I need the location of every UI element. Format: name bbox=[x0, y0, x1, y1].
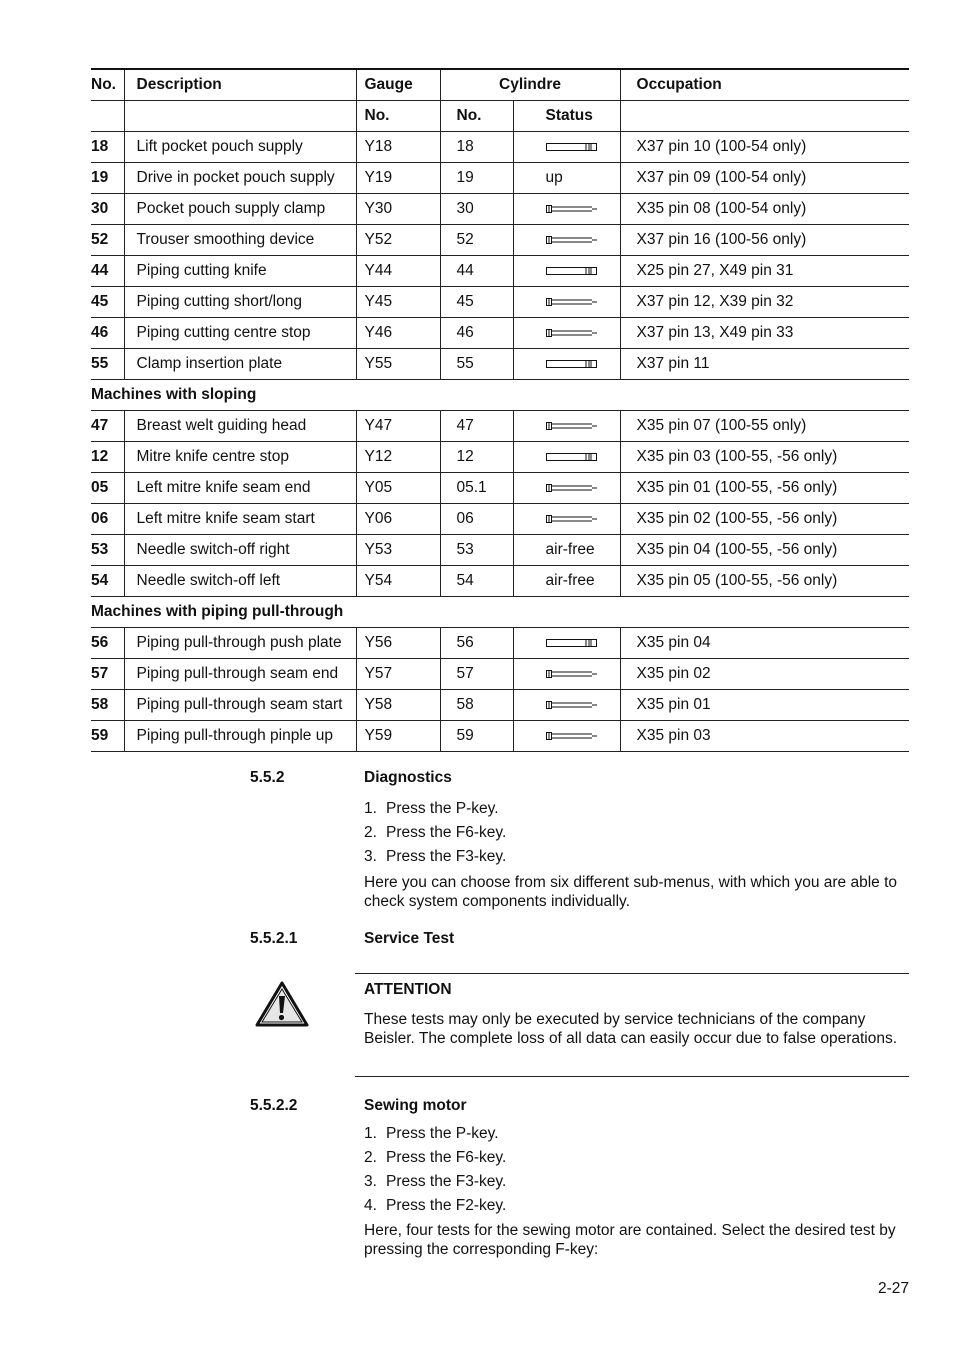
status-cell bbox=[513, 473, 620, 504]
status-cell bbox=[513, 411, 620, 442]
row-gauge: Y53 bbox=[356, 535, 440, 566]
warning-triangle-icon bbox=[255, 980, 309, 1033]
row-occupation: X37 pin 11 bbox=[620, 349, 909, 380]
status-cell bbox=[513, 690, 620, 721]
step-text: Press the F2-key. bbox=[386, 1197, 507, 1214]
status-cell bbox=[513, 225, 620, 256]
row-description: Piping cutting knife bbox=[124, 256, 356, 287]
status-cell bbox=[513, 132, 620, 163]
row-occupation: X35 pin 01 bbox=[620, 690, 909, 721]
step-number: 4. bbox=[364, 1197, 377, 1214]
row-occupation: X37 pin 16 (100-56 only) bbox=[620, 225, 909, 256]
cylinder-extended-icon bbox=[546, 203, 598, 215]
step-item bbox=[364, 1146, 506, 1170]
row-cylinder-no: 05.1 bbox=[440, 473, 513, 504]
cylinder-extended-icon bbox=[546, 234, 598, 246]
row-description: Left mitre knife seam start bbox=[124, 504, 356, 535]
table-row bbox=[91, 566, 909, 597]
row-description: Needle switch-off right bbox=[124, 535, 356, 566]
row-description: Pocket pouch supply clamp bbox=[124, 194, 356, 225]
cylinder-retracted-icon bbox=[546, 358, 598, 370]
subheader-status: Status bbox=[513, 101, 620, 132]
status-cell bbox=[513, 194, 620, 225]
row-number: 47 bbox=[91, 411, 124, 442]
cylinder-retracted-icon bbox=[546, 265, 598, 277]
row-occupation: X37 pin 12, X39 pin 32 bbox=[620, 287, 909, 318]
row-description: Mitre knife centre stop bbox=[124, 442, 356, 473]
row-description: Piping cutting centre stop bbox=[124, 318, 356, 349]
header-occupation: Occupation bbox=[620, 69, 909, 101]
row-number: 05 bbox=[91, 473, 124, 504]
section-title: Diagnostics bbox=[364, 769, 452, 786]
cylinder-extended-icon bbox=[546, 296, 598, 308]
row-cylinder-no: 30 bbox=[440, 194, 513, 225]
row-description: Piping pull-through seam end bbox=[124, 659, 356, 690]
row-gauge: Y46 bbox=[356, 318, 440, 349]
row-gauge: Y44 bbox=[356, 256, 440, 287]
table-row bbox=[91, 504, 909, 535]
step-text: Press the P-key. bbox=[386, 1125, 499, 1142]
cylinder-retracted-icon bbox=[546, 141, 598, 153]
step-text: Press the F6-key. bbox=[386, 824, 507, 841]
attention-text: These tests may only be executed by service technicians of the company Beisler. The complete loss of all data can easily occur due to false operations. bbox=[364, 1011, 898, 1047]
row-description: Lift pocket pouch supply bbox=[124, 132, 356, 163]
status-cell bbox=[513, 504, 620, 535]
row-gauge: Y58 bbox=[356, 690, 440, 721]
row-cylinder-no: 59 bbox=[440, 721, 513, 752]
row-description: Breast welt guiding head bbox=[124, 411, 356, 442]
row-number: 44 bbox=[91, 256, 124, 287]
section-row-piping-pull-through bbox=[91, 597, 909, 628]
table-row bbox=[91, 442, 909, 473]
status-cell bbox=[513, 318, 620, 349]
row-gauge: Y06 bbox=[356, 504, 440, 535]
status-cell bbox=[513, 628, 620, 659]
row-occupation: X35 pin 04 (100-55, -56 only) bbox=[620, 535, 909, 566]
table-row bbox=[91, 194, 909, 225]
row-occupation: X35 pin 07 (100-55 only) bbox=[620, 411, 909, 442]
row-cylinder-no: 44 bbox=[440, 256, 513, 287]
divider bbox=[355, 973, 909, 974]
row-description: Left mitre knife seam end bbox=[124, 473, 356, 504]
row-description: Drive in pocket pouch supply bbox=[124, 163, 356, 194]
section-title: Sewing motor bbox=[364, 1097, 467, 1114]
row-gauge: Y56 bbox=[356, 628, 440, 659]
row-occupation: X35 pin 08 (100-54 only) bbox=[620, 194, 909, 225]
status-cell bbox=[513, 287, 620, 318]
section-number: 5.5.2.2 bbox=[250, 1097, 298, 1114]
row-occupation: X37 pin 09 (100-54 only) bbox=[620, 163, 909, 194]
row-gauge: Y57 bbox=[356, 659, 440, 690]
row-number: 45 bbox=[91, 287, 124, 318]
step-text: Press the P-key. bbox=[386, 800, 499, 817]
row-number: 58 bbox=[91, 690, 124, 721]
step-item bbox=[364, 1194, 506, 1218]
row-occupation: X37 pin 13, X49 pin 33 bbox=[620, 318, 909, 349]
row-number: 19 bbox=[91, 163, 124, 194]
step-number: 3. bbox=[364, 848, 377, 865]
row-occupation: X25 pin 27, X49 pin 31 bbox=[620, 256, 909, 287]
row-occupation: X35 pin 03 (100-55, -56 only) bbox=[620, 442, 909, 473]
paragraph: Here, four tests for the sewing motor are contained. Select the desired test by pressing the corresponding F-key: bbox=[364, 1222, 896, 1258]
table-row bbox=[91, 721, 909, 752]
row-gauge: Y45 bbox=[356, 287, 440, 318]
table-row bbox=[91, 163, 909, 194]
table-row bbox=[91, 225, 909, 256]
step-number: 1. bbox=[364, 1125, 377, 1142]
row-cylinder-no: 47 bbox=[440, 411, 513, 442]
cylinder-extended-icon bbox=[546, 513, 598, 525]
table-row bbox=[91, 690, 909, 721]
row-cylinder-no: 45 bbox=[440, 287, 513, 318]
row-description: Piping cutting short/long bbox=[124, 287, 356, 318]
cylinder-retracted-icon bbox=[546, 451, 598, 463]
status-cell bbox=[513, 349, 620, 380]
step-item bbox=[364, 821, 506, 845]
row-number: 30 bbox=[91, 194, 124, 225]
step-text: Press the F3-key. bbox=[386, 848, 507, 865]
row-number: 54 bbox=[91, 566, 124, 597]
status-cell: air-free bbox=[513, 566, 620, 597]
section-row-sloping bbox=[91, 380, 909, 411]
row-cylinder-no: 12 bbox=[440, 442, 513, 473]
step-item bbox=[364, 1170, 506, 1194]
table-row bbox=[91, 256, 909, 287]
row-number: 52 bbox=[91, 225, 124, 256]
row-occupation: X35 pin 02 (100-55, -56 only) bbox=[620, 504, 909, 535]
table-row bbox=[91, 535, 909, 566]
subheader-cyl-no: No. bbox=[440, 101, 513, 132]
cylinder-extended-icon bbox=[546, 482, 598, 494]
row-cylinder-no: 06 bbox=[440, 504, 513, 535]
cylinder-table bbox=[91, 68, 909, 752]
cylinder-extended-icon bbox=[546, 730, 598, 742]
cylinder-extended-icon bbox=[546, 327, 598, 339]
row-cylinder-no: 54 bbox=[440, 566, 513, 597]
steps-list bbox=[364, 797, 506, 869]
status-cell bbox=[513, 659, 620, 690]
header-no: No. bbox=[91, 69, 124, 101]
step-text: Press the F6-key. bbox=[386, 1149, 507, 1166]
row-cylinder-no: 55 bbox=[440, 349, 513, 380]
row-cylinder-no: 52 bbox=[440, 225, 513, 256]
row-occupation: X35 pin 05 (100-55, -56 only) bbox=[620, 566, 909, 597]
row-gauge: Y19 bbox=[356, 163, 440, 194]
status-cell: up bbox=[513, 163, 620, 194]
row-cylinder-no: 56 bbox=[440, 628, 513, 659]
table-row bbox=[91, 411, 909, 442]
header-cylindre: Cylindre bbox=[440, 69, 620, 101]
status-cell bbox=[513, 442, 620, 473]
status-cell bbox=[513, 721, 620, 752]
header-description: Description bbox=[124, 69, 356, 101]
row-cylinder-no: 58 bbox=[440, 690, 513, 721]
row-cylinder-no: 53 bbox=[440, 535, 513, 566]
row-gauge: Y30 bbox=[356, 194, 440, 225]
row-gauge: Y54 bbox=[356, 566, 440, 597]
row-cylinder-no: 46 bbox=[440, 318, 513, 349]
row-description: Piping pull-through push plate bbox=[124, 628, 356, 659]
status-cell bbox=[513, 256, 620, 287]
table-row bbox=[91, 318, 909, 349]
cylinder-retracted-icon bbox=[546, 637, 598, 649]
step-number: 3. bbox=[364, 1173, 377, 1190]
row-cylinder-no: 18 bbox=[440, 132, 513, 163]
row-gauge: Y18 bbox=[356, 132, 440, 163]
section-title: Service Test bbox=[364, 930, 455, 947]
table-header-row bbox=[91, 69, 909, 101]
row-description: Piping pull-through seam start bbox=[124, 690, 356, 721]
table-subheader-row bbox=[91, 101, 909, 132]
row-cylinder-no: 57 bbox=[440, 659, 513, 690]
section-number: 5.5.2 bbox=[250, 769, 285, 786]
table-row bbox=[91, 349, 909, 380]
section-title: Machines with sloping bbox=[91, 380, 909, 411]
steps-list bbox=[364, 1122, 506, 1218]
row-occupation: X35 pin 02 bbox=[620, 659, 909, 690]
subheader-gauge-no: No. bbox=[356, 101, 440, 132]
attention-title: ATTENTION bbox=[364, 981, 452, 998]
row-number: 06 bbox=[91, 504, 124, 535]
row-number: 12 bbox=[91, 442, 124, 473]
row-occupation: X37 pin 10 (100-54 only) bbox=[620, 132, 909, 163]
section-title: Machines with piping pull-through bbox=[91, 597, 909, 628]
header-gauge: Gauge bbox=[356, 69, 440, 101]
row-number: 57 bbox=[91, 659, 124, 690]
row-description: Needle switch-off left bbox=[124, 566, 356, 597]
row-occupation: X35 pin 04 bbox=[620, 628, 909, 659]
step-text: Press the F3-key. bbox=[386, 1173, 507, 1190]
row-occupation: X35 pin 03 bbox=[620, 721, 909, 752]
table-row bbox=[91, 628, 909, 659]
row-gauge: Y12 bbox=[356, 442, 440, 473]
paragraph: Here you can choose from six different sub-menus, with which you are able to check system components individually. bbox=[364, 874, 898, 910]
row-number: 56 bbox=[91, 628, 124, 659]
step-number: 2. bbox=[364, 1149, 377, 1166]
row-cylinder-no: 19 bbox=[440, 163, 513, 194]
row-number: 59 bbox=[91, 721, 124, 752]
table-row bbox=[91, 132, 909, 163]
row-gauge: Y55 bbox=[356, 349, 440, 380]
row-gauge: Y59 bbox=[356, 721, 440, 752]
row-gauge: Y52 bbox=[356, 225, 440, 256]
page-number: 2-27 bbox=[877, 1280, 909, 1297]
row-number: 18 bbox=[91, 132, 124, 163]
section-number: 5.5.2.1 bbox=[250, 930, 298, 947]
row-gauge: Y05 bbox=[356, 473, 440, 504]
cylinder-extended-icon bbox=[546, 420, 598, 432]
status-cell: air-free bbox=[513, 535, 620, 566]
row-number: 53 bbox=[91, 535, 124, 566]
row-occupation: X35 pin 01 (100-55, -56 only) bbox=[620, 473, 909, 504]
step-item bbox=[364, 845, 506, 869]
row-description: Clamp insertion plate bbox=[124, 349, 356, 380]
row-gauge: Y47 bbox=[356, 411, 440, 442]
row-description: Trouser smoothing device bbox=[124, 225, 356, 256]
row-description: Piping pull-through pinple up bbox=[124, 721, 356, 752]
cylinder-extended-icon bbox=[546, 668, 598, 680]
divider bbox=[355, 1076, 909, 1077]
step-number: 1. bbox=[364, 800, 377, 817]
step-number: 2. bbox=[364, 824, 377, 841]
step-item bbox=[364, 1122, 506, 1146]
step-item bbox=[364, 797, 506, 821]
row-number: 55 bbox=[91, 349, 124, 380]
table-row bbox=[91, 473, 909, 504]
cylinder-extended-icon bbox=[546, 699, 598, 711]
row-number: 46 bbox=[91, 318, 124, 349]
table-row bbox=[91, 659, 909, 690]
table-row bbox=[91, 287, 909, 318]
